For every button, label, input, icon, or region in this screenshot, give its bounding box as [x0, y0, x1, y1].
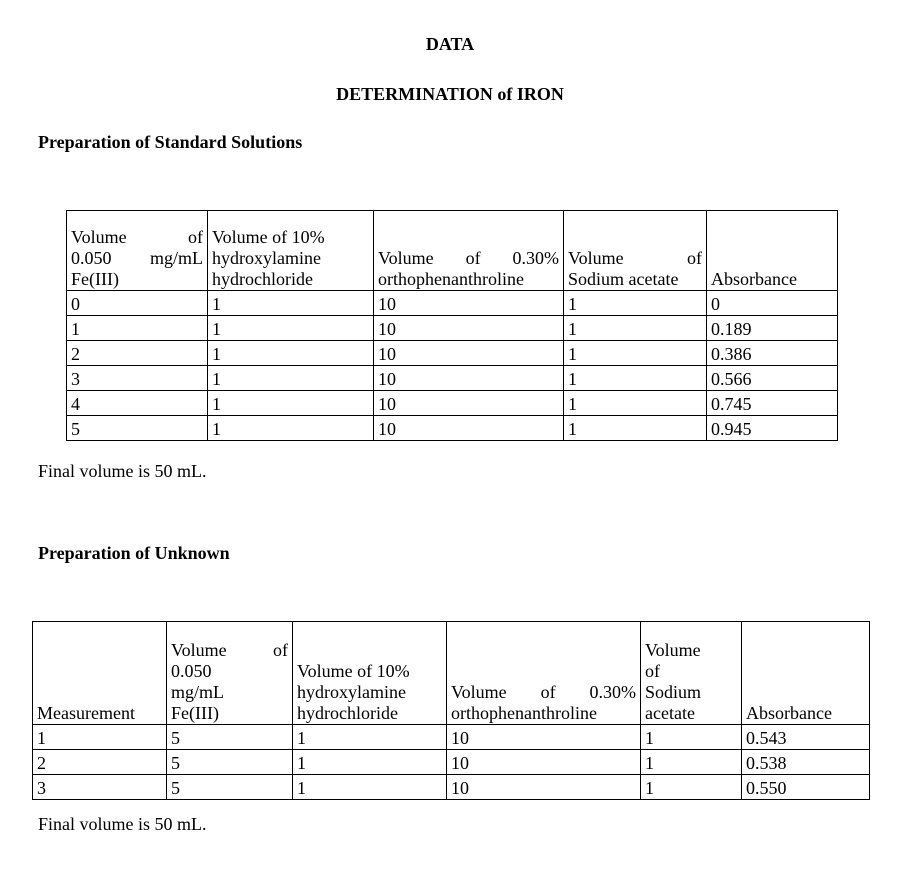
table-row	[67, 391, 838, 416]
unknown-note: Final volume is 50 mL.	[38, 814, 207, 834]
cell: 1	[641, 725, 742, 750]
cell: 1	[641, 775, 742, 800]
cell: 1	[208, 291, 374, 316]
table-header-row	[67, 211, 838, 291]
header-sodium-acetate: Volume of Sodium acetate	[564, 211, 707, 291]
cell: 10	[374, 341, 564, 366]
cell: 1	[293, 775, 447, 800]
cell: 0.189	[707, 316, 838, 341]
cell: 5	[167, 775, 293, 800]
cell: 3	[67, 366, 208, 391]
page-title: DATA	[425, 34, 475, 54]
cell: 1	[33, 725, 167, 750]
cell: 3	[33, 775, 167, 800]
cell: 1	[67, 316, 208, 341]
cell: 5	[167, 750, 293, 775]
standards-heading: Preparation of Standard Solutions	[38, 132, 303, 152]
cell: 1	[208, 316, 374, 341]
cell: 1	[564, 366, 707, 391]
cell: 1	[564, 391, 707, 416]
cell: 5	[167, 725, 293, 750]
standards-note: Final volume is 50 mL.	[38, 461, 207, 481]
table-row	[67, 416, 838, 441]
header-measurement: Measurement	[33, 622, 167, 725]
cell: 1	[564, 416, 707, 441]
cell: 1	[564, 316, 707, 341]
cell: 0.566	[707, 366, 838, 391]
cell: 0	[707, 291, 838, 316]
cell: 0	[67, 291, 208, 316]
cell: 10	[374, 416, 564, 441]
cell: 10	[447, 775, 641, 800]
header-hydroxylamine: Volume of 10% hydroxylamine hydrochloride	[293, 622, 447, 725]
cell: 0.543	[742, 725, 870, 750]
cell: 2	[67, 341, 208, 366]
cell: 4	[67, 391, 208, 416]
cell: 1	[641, 750, 742, 775]
header-fe-volume: Volume of 0.050 mg/mL Fe(III)	[67, 211, 208, 291]
page-subtitle: DETERMINATION of IRON	[336, 84, 564, 104]
header-absorbance: Absorbance	[707, 211, 838, 291]
cell: 10	[447, 725, 641, 750]
cell: 10	[374, 366, 564, 391]
unknown-heading: Preparation of Unknown	[38, 543, 230, 563]
cell: 1	[293, 750, 447, 775]
table-row	[67, 341, 838, 366]
table-row	[67, 366, 838, 391]
header-orthophenanthroline: Volume of 0.30% orthophenanthroline	[447, 622, 641, 725]
cell: 1	[208, 391, 374, 416]
header-sodium-acetate: Volume of Sodium acetate	[641, 622, 742, 725]
cell: 10	[374, 316, 564, 341]
cell: 0.538	[742, 750, 870, 775]
cell: 1	[208, 341, 374, 366]
standards-table	[66, 210, 838, 441]
cell: 1	[564, 291, 707, 316]
table-row	[67, 316, 838, 341]
header-fe-volume: Volume of 0.050 mg/mL Fe(III)	[167, 622, 293, 725]
cell: 0.550	[742, 775, 870, 800]
cell: 5	[67, 416, 208, 441]
cell: 10	[447, 750, 641, 775]
header-orthophenanthroline: Volume of 0.30% orthophenanthroline	[374, 211, 564, 291]
cell: 0.945	[707, 416, 838, 441]
unknown-table	[32, 621, 870, 800]
header-absorbance: Absorbance	[742, 622, 870, 725]
cell: 1	[208, 416, 374, 441]
cell: 1	[208, 366, 374, 391]
table-row	[33, 750, 870, 775]
cell: 2	[33, 750, 167, 775]
header-hydroxylamine: Volume of 10% hydroxylamine hydrochloride	[208, 211, 374, 291]
table-header-row	[33, 622, 870, 725]
table-row	[33, 725, 870, 750]
table-row	[33, 775, 870, 800]
cell: 1	[564, 341, 707, 366]
cell: 0.386	[707, 341, 838, 366]
cell: 10	[374, 291, 564, 316]
cell: 10	[374, 391, 564, 416]
cell: 1	[293, 725, 447, 750]
cell: 0.745	[707, 391, 838, 416]
table-row	[67, 291, 838, 316]
